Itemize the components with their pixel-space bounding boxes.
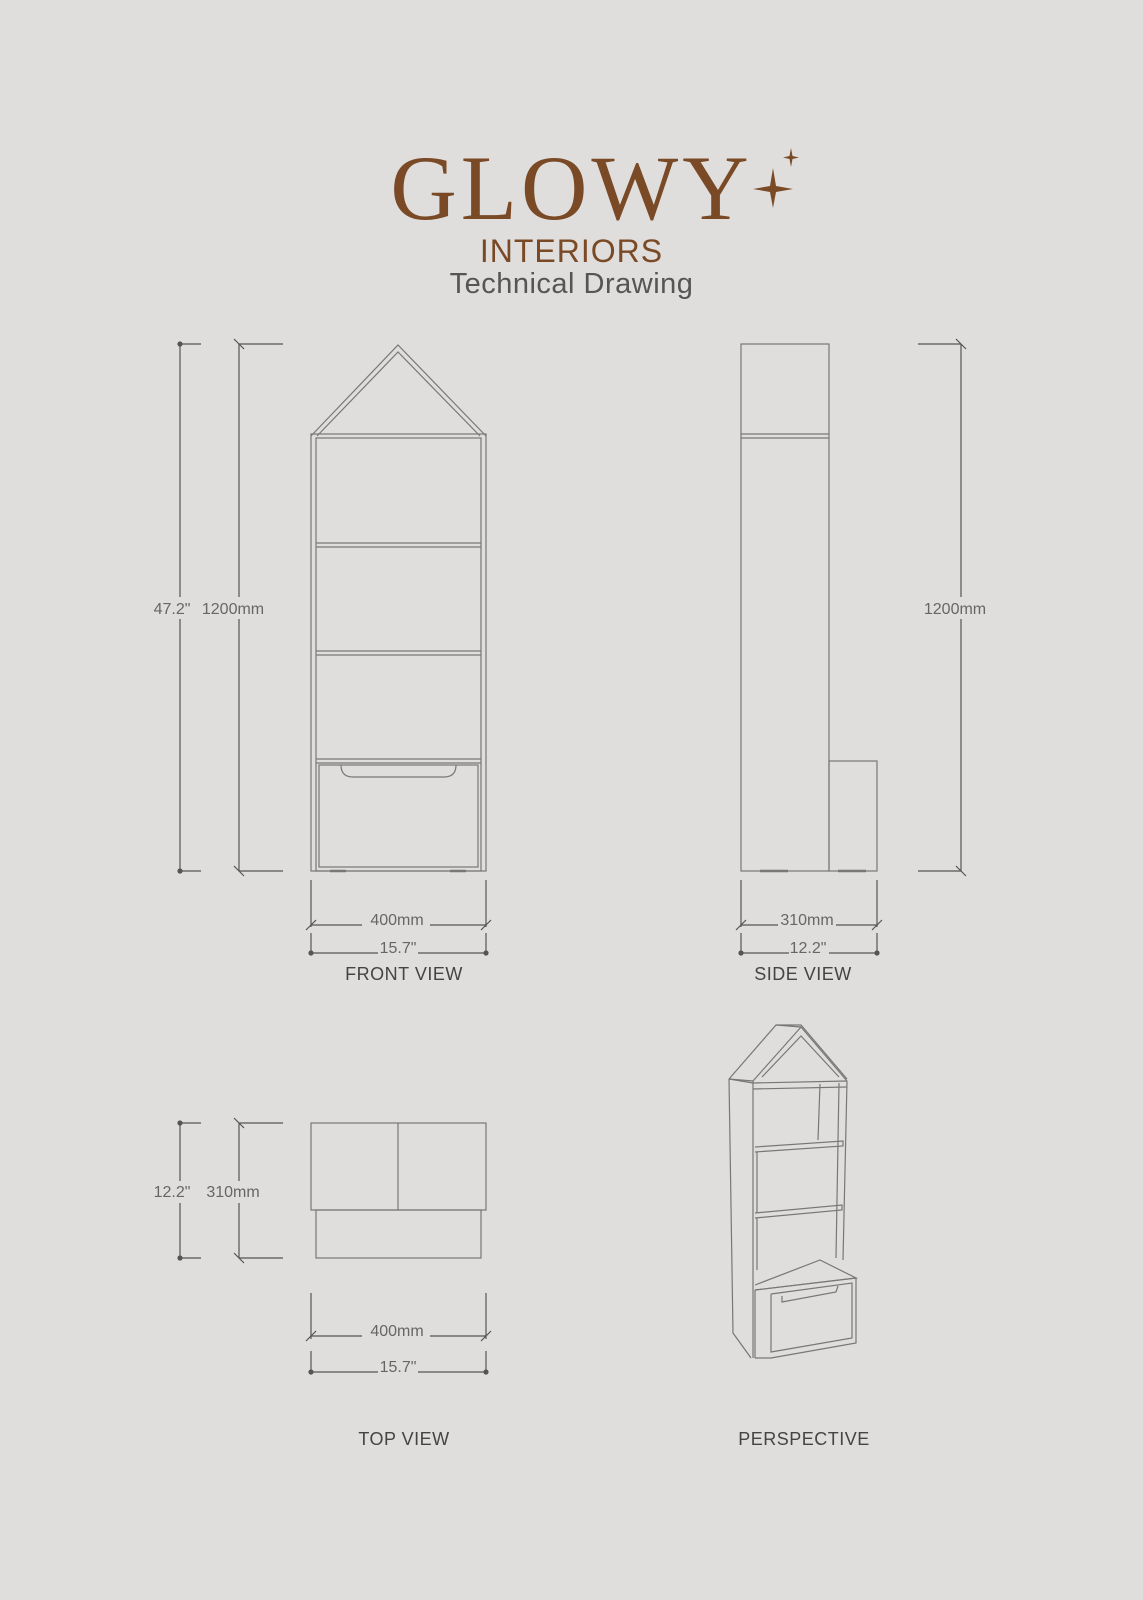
side-view-dimensions bbox=[736, 339, 966, 955]
brand-subtitle: INTERIORS bbox=[479, 233, 664, 269]
top-view-drawing bbox=[311, 1123, 486, 1258]
side-view-drawing bbox=[741, 344, 877, 871]
side-depth-mm: 310mm bbox=[780, 912, 834, 929]
front-height-in: 47.2" bbox=[153, 601, 191, 618]
side-view-label: SIDE VIEW bbox=[754, 964, 852, 984]
side-height-mm: 1200mm bbox=[923, 601, 987, 618]
top-width-mm: 400mm bbox=[370, 1323, 424, 1340]
front-view-drawing bbox=[311, 345, 486, 871]
front-height-mm: 1200mm bbox=[201, 601, 265, 618]
page-title: Technical Drawing bbox=[449, 268, 694, 300]
top-depth-mm: 310mm bbox=[206, 1184, 260, 1201]
perspective-label: PERSPECTIVE bbox=[738, 1429, 870, 1449]
side-depth-in: 12.2" bbox=[789, 940, 827, 957]
top-depth-in: 12.2" bbox=[153, 1184, 191, 1201]
perspective-drawing bbox=[729, 1025, 856, 1358]
top-view-label: TOP VIEW bbox=[358, 1429, 450, 1449]
front-view-label: FRONT VIEW bbox=[345, 964, 463, 984]
brand-name: GLOWY bbox=[390, 137, 753, 239]
top-width-in: 15.7" bbox=[379, 1359, 417, 1376]
front-width-in: 15.7" bbox=[379, 940, 417, 957]
front-view-dimensions bbox=[178, 339, 491, 955]
top-view-dimensions bbox=[178, 1118, 491, 1374]
front-width-mm: 400mm bbox=[370, 912, 424, 929]
